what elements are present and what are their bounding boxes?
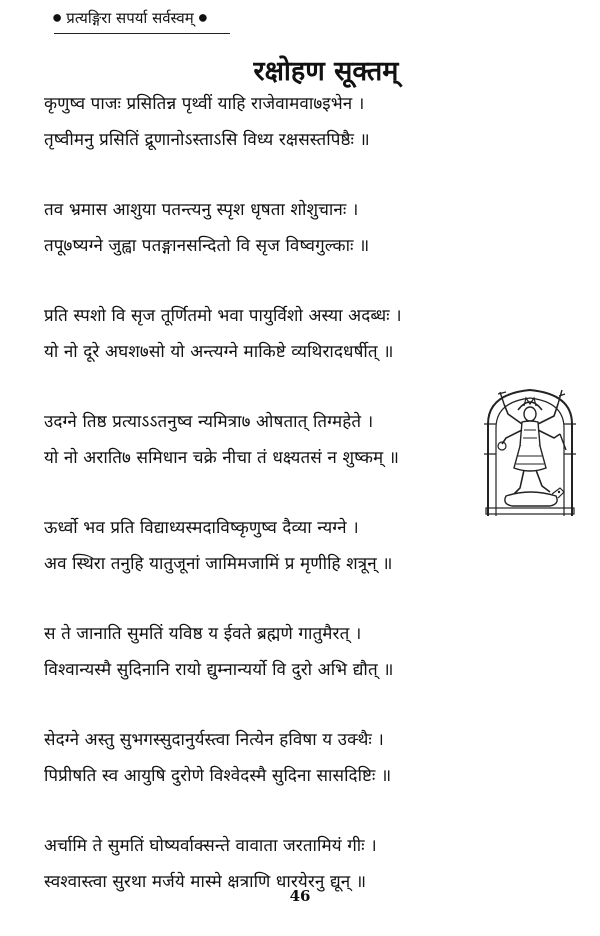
verse-line: अर्चामि ते सुमतिं घोष्यर्वाक्सन्ते वावाता जरतामियं गीः ।: [44, 836, 377, 856]
page-number: 46: [289, 887, 311, 905]
verse-line: पिप्रीषति स्व आयुषि दुरोणे विश्वेदस्मै सुदिना सासदिष्टिः ॥: [44, 766, 392, 786]
stanza-7: [44, 722, 474, 794]
header-ornament-left: ●: [52, 12, 62, 24]
stanza-4: [44, 404, 474, 476]
stanza-5: [44, 510, 474, 582]
stanza-3: [44, 298, 474, 370]
verse-line: स्वश्वास्त्वा सुरथा मर्जये मास्मे क्षत्राणि धारयेरनु द्यून् ॥: [44, 872, 367, 892]
running-header: [0, 6, 260, 31]
verse-body: [44, 86, 474, 900]
stanza-1: [44, 86, 474, 158]
running-title: प्रत्यङ्गिरा सपर्या सर्वस्वम्: [66, 9, 194, 27]
verse-line: विश्वान्यस्मै सुदिनानि रायो द्युम्नान्यर्यो वि दुरो अभि द्यौत् ॥: [44, 660, 394, 680]
verse-line: कृणुष्व पाजः प्रसितिन्न पृथ्वीं याहि राजेवामवा७इभेन ।: [44, 94, 365, 114]
verse-line: अव स्थिरा तनुहि यातुजूनां जामिमजामिं प्र मृणीहि शत्रून् ॥: [44, 554, 393, 574]
verse-line: तृष्वीमनु प्रसितिं द्रूणानोऽस्ताऽसि विध्य रक्षसस्तपिष्ठैः ॥: [44, 130, 370, 150]
verse-line: यो नो दूरे अघश७सो यो अन्त्यग्ने माकिष्टे व्यथिरादधर्षीत् ॥: [44, 342, 394, 362]
verse-line: तपू७ष्यग्ने जुह्वा पतङ्गानसन्दितो वि सृज विष्वगुल्काः ॥: [44, 236, 370, 256]
verse-line: सेदग्ने अस्तु सुभगस्सुदानुर्यस्त्वा नित्येन हविषा य उक्थैः ।: [44, 730, 384, 750]
verse-line: प्रति स्पशो वि सृज तूर्णितमो भवा पायुर्विशो अस्या अदब्धः ।: [44, 306, 402, 326]
verse-line: स ते जानाति सुमतिं यविष्ठ य ईवते ब्रह्मणे गातुमैरत् ।: [44, 624, 362, 644]
verse-line: तव भ्रमास आशुया पतन्त्यनु स्पृश धृषता शोशुचानः ।: [44, 200, 359, 220]
verse-line: उदग्ने तिष्ठ प्रत्याऽऽतनुष्व न्यमित्रा७ ओषतात् तिग्महेते ।: [44, 412, 374, 432]
stanza-2: [44, 192, 474, 264]
verse-line: यो नो अराति७ समिधान चक्रे नीचा तं धक्ष्यतसं न शुष्कम् ॥: [44, 448, 400, 468]
page-title: रक्षोहण सूक्तम्: [253, 56, 399, 87]
header-rule: [54, 33, 230, 34]
header-ornament-right: ●: [198, 12, 208, 24]
verse-line: ऊर्ध्वो भव प्रति विद्याध्यस्मदाविष्कृणुष्व दैव्या न्यग्ने ।: [44, 518, 359, 538]
deity-figure-icon: [480, 384, 580, 522]
stanza-6: [44, 616, 474, 688]
